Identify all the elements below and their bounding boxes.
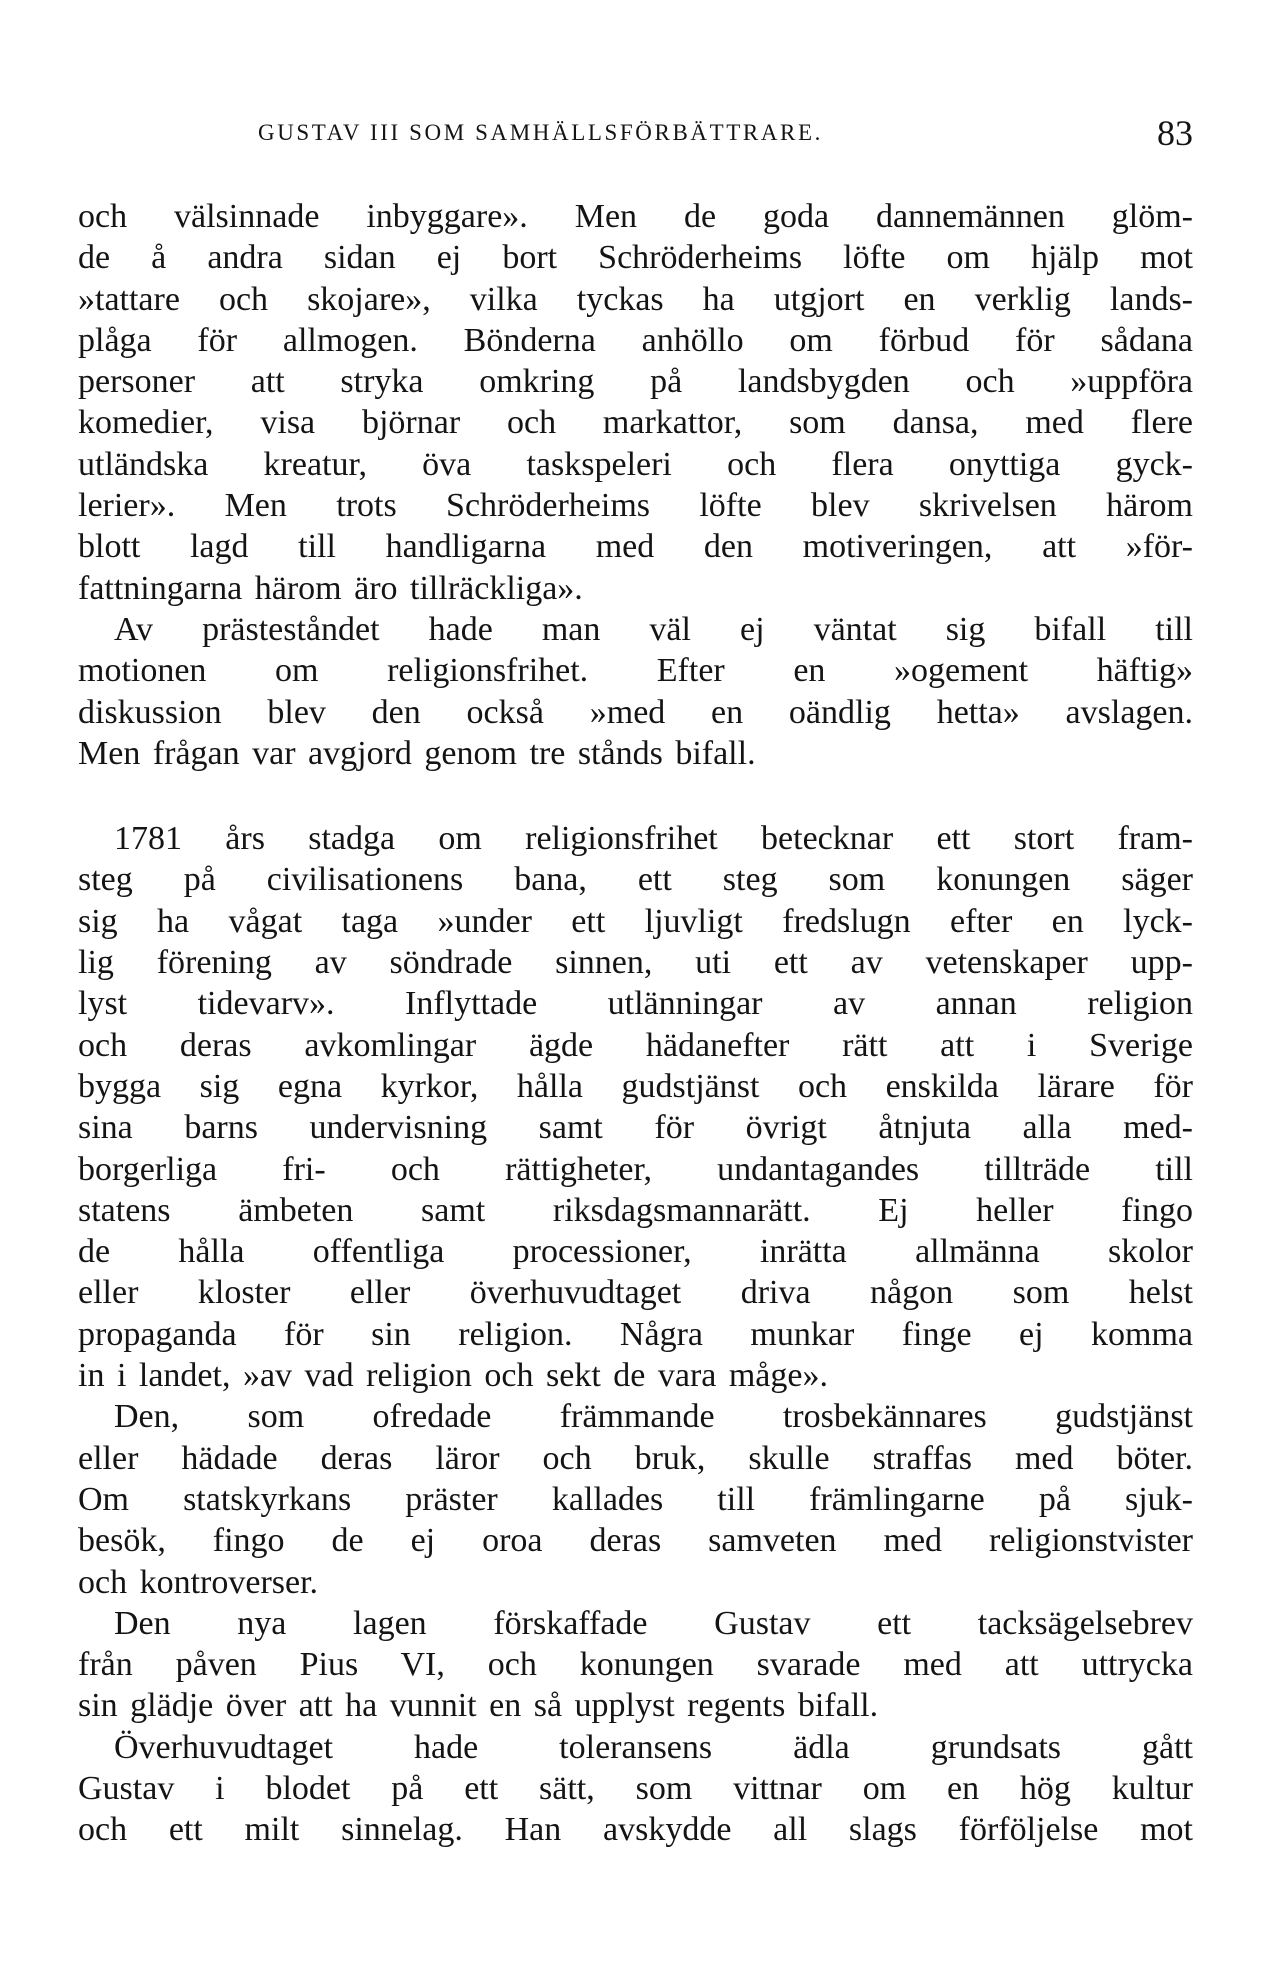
text-line: personer att stryka omkring på landsbygden och »uppföra [78, 363, 1193, 401]
text-line: sina barns undervisning samt för övrigt åtnjuta alla med- [78, 1109, 1193, 1147]
section-gap [78, 774, 1193, 818]
text-line: Överhuvudtaget hade toleransens ädla grundsats gått [114, 1728, 1193, 1766]
text-line: Gustav i blodet på ett sätt, som vittnar om en hög kultur [78, 1769, 1193, 1807]
paragraph [78, 1603, 1193, 1727]
text-line: motionen om religionsfrihet. Efter en »ogement häftig» [78, 652, 1193, 690]
text-line: eller hädade deras läror och bruk, skulle straffas med böter. [78, 1439, 1193, 1477]
text-line: statens ämbeten samt riksdagsmannarätt. Ej heller fingo [78, 1191, 1193, 1229]
paragraph [78, 609, 1193, 774]
body-text [78, 196, 1193, 1851]
text-line: och ett milt sinnelag. Han avskydde all slags förföljelse mot [78, 1811, 1193, 1849]
paragraph [78, 1727, 1193, 1851]
paragraph [78, 818, 1193, 1396]
text-line: sin glädje över att ha vunnit en så upplyst regents bifall. [78, 1687, 879, 1725]
text-line: Om statskyrkans präster kallades till främlingarne på sjuk- [78, 1480, 1193, 1518]
text-line: steg på civilisationens bana, ett steg som konungen säger [78, 861, 1193, 899]
text-line: in i landet, »av vad religion och sekt de vara måge». [78, 1357, 828, 1395]
text-line: Av prästeståndet hade man väl ej väntat sig bifall till [114, 610, 1193, 648]
text-line: plåga för allmogen. Bönderna anhöllo om förbud för sådana [78, 321, 1193, 359]
paragraph [78, 196, 1193, 609]
text-line: propaganda för sin religion. Några munkar finge ej komma [78, 1315, 1193, 1353]
text-line: komedier, visa björnar och markattor, som dansa, med flere [78, 404, 1193, 442]
text-line: från påven Pius VI, och konungen svarade med att uttrycka [78, 1646, 1193, 1684]
text-line: diskussion blev den också »med en oändlig hetta» avslagen. [78, 693, 1193, 731]
text-line: besök, fingo de ej oroa deras samveten med religionstvister [78, 1522, 1193, 1560]
text-line: sig ha vågat taga »under ett ljuvligt fredslugn efter en lyck- [78, 902, 1193, 940]
running-head [258, 112, 1193, 152]
text-line: utländska kreatur, öva taskspeleri och flera onyttiga gyck- [78, 445, 1193, 483]
running-title: GUSTAV III SOM SAMHÄLLSFÖRBÄTTRARE. [258, 120, 823, 145]
text-line: och deras avkomlingar ägde hädanefter rätt att i Sverige [78, 1026, 1193, 1064]
text-line: de hålla offentliga processioner, inrätta allmänna skolor [78, 1233, 1193, 1271]
text-line: lerier». Men trots Schröderheims löfte blev skrivelsen härom [78, 487, 1193, 525]
text-line: fattningarna härom äro tillräckliga». [78, 569, 583, 607]
book-page [78, 0, 1193, 1984]
text-line: »tattare och skojare», vilka tyckas ha utgjort en verklig lands- [78, 280, 1193, 318]
text-line: lig förening av söndrade sinnen, uti ett av vetenskaper upp- [78, 944, 1193, 982]
text-line: Den nya lagen förskaffade Gustav ett tacksägelsebrev [114, 1604, 1193, 1642]
page-number: 83 [1157, 113, 1193, 153]
text-line: lyst tidevarv». Inflyttade utlänningar av annan religion [78, 985, 1193, 1023]
text-line: Den, som ofredade främmande trosbekännares gudstjänst [114, 1398, 1193, 1436]
text-line: Men frågan var avgjord genom tre stånds bifall. [78, 734, 756, 772]
text-line: och kontroverser. [78, 1563, 319, 1601]
text-line: bygga sig egna kyrkor, hålla gudstjänst och enskilda lärare för [78, 1067, 1193, 1105]
text-line: eller kloster eller överhuvudtaget driva någon som helst [78, 1274, 1193, 1312]
paragraph [78, 1396, 1193, 1602]
text-line: de å andra sidan ej bort Schröderheims löfte om hjälp mot [78, 239, 1193, 277]
text-line: 1781 års stadga om religionsfrihet betecknar ett stort fram- [114, 820, 1193, 858]
text-line: borgerliga fri- och rättigheter, undantagandes tillträde till [78, 1150, 1193, 1188]
text-line: blott lagd till handligarna med den motiveringen, att »för- [78, 528, 1193, 566]
text-line: och välsinnade inbyggare». Men de goda dannemännen glöm- [78, 198, 1193, 235]
